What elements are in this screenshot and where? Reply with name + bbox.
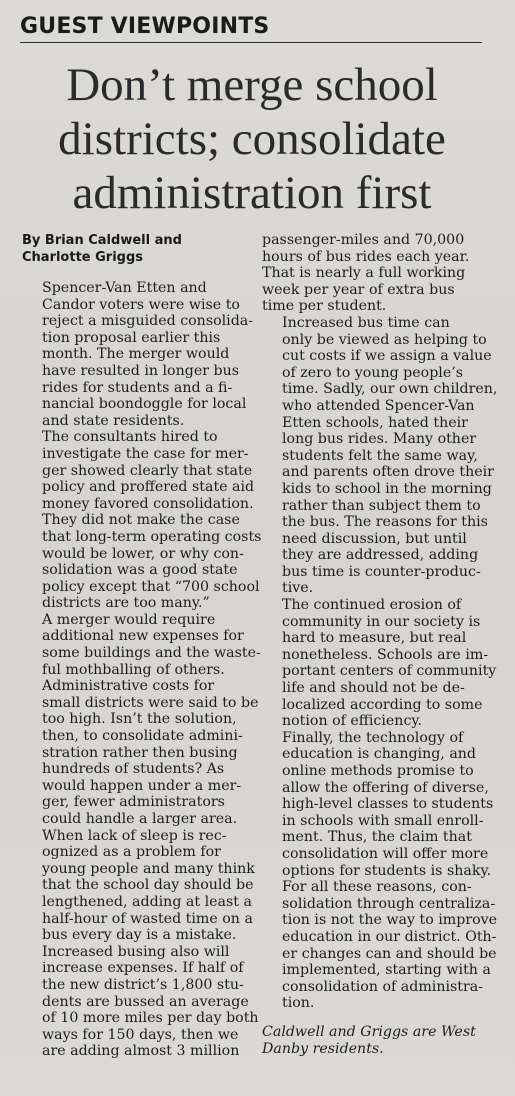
paragraph-line: too high. Isn’t the solution, <box>42 711 237 728</box>
credit-line: Danby residents. <box>262 1040 384 1057</box>
paragraph-line: that long-term operating costs <box>42 528 262 545</box>
paragraph-line: Finally, the technology of <box>282 729 464 746</box>
article-paragraph <box>262 232 484 315</box>
paragraph-line: ful mothballing of others. <box>42 661 225 678</box>
paragraph-line: are adding almost 3 million <box>42 1043 240 1060</box>
paragraph-line: allow the offering of diverse, <box>282 779 489 796</box>
paragraph-line: tion proposal earlier this <box>42 329 221 346</box>
paragraph-line: The consultants hired to <box>42 429 218 446</box>
paragraph-line: A merger would require <box>42 611 216 628</box>
paragraph-line: could handle a larger area. <box>42 811 238 827</box>
paragraph-line: high-level classes to students <box>282 796 494 813</box>
paragraph-line: small districts were said to be <box>42 694 259 711</box>
paragraph-line: districts are too many.” <box>42 595 210 612</box>
paragraph-line: The continued erosion of <box>282 597 462 614</box>
paragraph-line: of zero to young people’s <box>282 364 464 381</box>
right-column-body <box>262 232 498 1012</box>
paragraph-line: consolidation of administra- <box>282 978 484 995</box>
paragraph-line: week per year of extra bus <box>262 281 455 298</box>
paragraph-line: have resulted in longer bus <box>42 362 240 379</box>
paragraph-line: increase expenses. If half of <box>42 960 244 977</box>
section-heading: GUEST VIEWPOINTS <box>20 14 270 39</box>
article-paragraph <box>22 429 262 612</box>
paragraph-line: lengthened, adding at least a <box>42 893 252 910</box>
paragraph-line: time per student. <box>262 298 387 315</box>
paragraph-line: life and should not be de- <box>282 680 465 697</box>
article-paragraph <box>262 314 498 597</box>
paragraph-line: of 10 more miles per day both <box>42 1010 259 1027</box>
paragraph-line: policy except that “700 school <box>42 578 260 595</box>
paragraph-line: localized according to some <box>282 696 483 713</box>
paragraph-line: er changes can and should be <box>282 945 497 962</box>
credit-line: Caldwell and Griggs are West <box>262 1023 476 1040</box>
paragraph-line: reject a misguided consolida- <box>42 313 254 330</box>
left-column-body <box>22 280 262 1060</box>
paragraph-line: That is nearly a full working <box>262 265 466 282</box>
paragraph-line: then, to consolidate admini- <box>42 728 243 745</box>
paragraph-line: options for students is shaky. <box>282 862 492 879</box>
paragraph-line: would happen under a mer- <box>42 777 242 794</box>
paragraph-line: passenger-miles and 70,000 <box>262 232 465 248</box>
paragraph-line: ger showed clearly that state <box>42 462 253 479</box>
paragraph-line: and parents often drove their <box>282 464 494 481</box>
paragraph-line: only be viewed as helping to <box>282 331 487 348</box>
byline-line: Charlotte Griggs <box>22 250 144 265</box>
paragraph-line: who attended Spencer-Van <box>282 397 475 414</box>
paragraph-line: would be lower, or why con- <box>42 545 244 562</box>
paragraph-line: some buildings and the waste- <box>42 645 261 662</box>
paragraph-line: hours of bus rides each year. <box>262 248 470 265</box>
article-column-right <box>262 232 498 1057</box>
byline-line: By Brian Caldwell and <box>22 233 182 248</box>
paragraph-line: implemented, starting with a <box>282 962 491 979</box>
paragraph-line: half-hour of wasted time on a <box>42 910 253 927</box>
paragraph-line: solidation was a good state <box>42 562 238 579</box>
paragraph-line: hundreds of students? As <box>42 761 225 778</box>
paragraph-line: When lack of sleep is rec- <box>42 827 227 844</box>
paragraph-line: in schools with small enroll- <box>282 812 484 829</box>
paragraph-line: For all these reasons, con- <box>282 879 472 896</box>
headline-line: districts; consolidate <box>58 113 446 165</box>
paragraph-line: nonetheless. Schools are im- <box>282 646 489 663</box>
paragraph-line: online methods promise to <box>282 763 474 779</box>
paragraph-line: bus time is counter-produc- <box>282 563 481 580</box>
paragraph-line: They did not make the case <box>42 512 240 529</box>
paragraph-line: ognized as a problem for <box>42 844 221 861</box>
headline-line: Don’t merge school <box>66 59 438 111</box>
section-rule <box>20 42 482 43</box>
paragraph-line: Increased busing also will <box>42 943 230 960</box>
paragraph-line: bus every day is a mistake. <box>42 927 237 944</box>
paragraph-line: Increased bus time can <box>282 314 450 331</box>
paragraph-line: tion. <box>282 995 315 1012</box>
paragraph-line: money favored consolidation. <box>42 495 254 512</box>
byline <box>22 232 242 266</box>
headline-line: administration first <box>72 167 432 219</box>
paragraph-line: the new district’s 1,800 stu- <box>42 976 244 993</box>
author-credit <box>262 1024 484 1057</box>
paragraph-line: that the school day should be <box>42 877 254 894</box>
paragraph-line: ger, fewer administrators <box>42 794 225 811</box>
article-paragraph <box>22 827 259 1060</box>
paragraph-line: students felt the same way, <box>282 447 478 464</box>
paragraph-line: policy and proffered state aid <box>42 479 255 496</box>
paragraph-line: rather than subject them to <box>282 497 481 514</box>
paragraph-line: Administrative costs for <box>42 678 215 695</box>
paragraph-line: education is changing, and <box>282 746 476 763</box>
paragraph-line: consolidation will offer more <box>282 845 489 862</box>
paragraph-line: stration rather then busing <box>42 744 238 761</box>
paragraph-line: ways for 150 days, then we <box>42 1026 239 1043</box>
paragraph-line: rides for students and a fi- <box>42 379 233 396</box>
paragraph-line: young people and many think <box>42 860 255 877</box>
paragraph-line: portant centers of community <box>282 663 497 680</box>
paragraph-line: community in our society is <box>282 613 481 630</box>
paragraph-line: time. Sadly, our own children, <box>282 381 498 398</box>
article-paragraph <box>22 611 261 828</box>
article-column-left <box>22 232 262 1060</box>
paragraph-line: long bus rides. Many other <box>282 431 477 448</box>
paragraph-line: cut costs if we assign a value <box>282 348 492 365</box>
paragraph-line: additional new expenses for <box>42 628 244 645</box>
paragraph-line: tion is not the way to improve <box>282 912 498 929</box>
paragraph-line: hard to measure, but real <box>282 630 467 647</box>
paragraph-line: solidation through centraliza- <box>282 895 496 912</box>
paragraph-line: month. The merger would <box>42 346 230 363</box>
paragraph-line: and state residents. <box>42 412 185 429</box>
paragraph-line: Spencer-Van Etten and <box>42 280 207 296</box>
paragraph-line: the bus. The reasons for this <box>282 514 488 531</box>
paragraph-line: ment. Thus, the claim that <box>282 829 472 846</box>
paragraph-line: Candor voters were wise to <box>42 296 240 313</box>
headline <box>22 58 482 220</box>
paragraph-line: dents are bussed an average <box>42 993 249 1010</box>
paragraph-line: need discussion, but until <box>282 530 467 547</box>
article-paragraph <box>262 597 497 730</box>
paragraph-line: nancial boondoggle for local <box>42 396 247 413</box>
paragraph-line: kids to school in the morning <box>282 480 492 497</box>
paragraph-line: tive. <box>282 580 314 597</box>
article-paragraph <box>22 280 254 429</box>
paragraph-line: notion of efficiency. <box>282 713 423 730</box>
paragraph-line: education in our district. Oth- <box>282 928 497 945</box>
paragraph-line: they are addressed, adding <box>282 547 479 564</box>
paragraph-line: investigate the case for mer- <box>42 445 249 462</box>
article-paragraph <box>262 879 498 1012</box>
article-paragraph <box>262 729 494 879</box>
paragraph-line: Etten schools, hated their <box>282 414 468 431</box>
